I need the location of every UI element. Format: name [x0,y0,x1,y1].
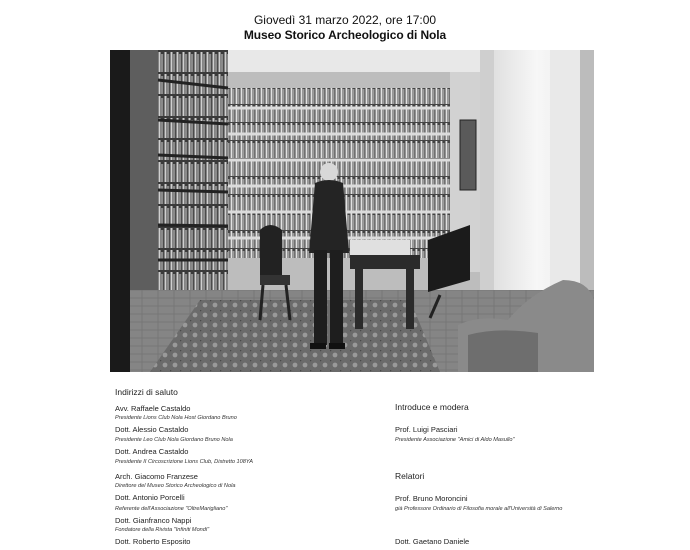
speaker-role: già Professore Ordinario di Filosofia morale all'Università di Salerno [395,506,563,512]
event-photo [110,50,594,372]
greetings-title: Indirizzi di saluto [115,387,178,397]
greeting-name: Dott. Gianfranco Nappi [115,516,192,525]
moderator-role: Presidente Associazione "Amici di Aldo Masullo" [395,437,515,443]
greeting-role: Presidente II Circoscrizione Lions Club, Distretto 108YA [115,459,254,465]
greeting-name: Dott. Andrea Castaldo [115,447,189,456]
greeting-role: Direttore del Museo Storico Archeologico di Nola [115,483,236,489]
greeting-name: Dott. Roberto Esposito [115,537,191,546]
greeting-name: Avv. Raffaele Castaldo [115,404,191,413]
greeting-role: Fondatore della Rivista "Infiniti Mondi" [115,527,210,533]
greeting-role: Referente dell'Associazione "OltreMarigliano" [115,506,228,512]
event-date: Giovedì 31 marzo 2022, ore 17:00 [253,13,437,27]
speaker-name: Dott. Gaetano Daniele [395,537,470,546]
greeting-name: Dott. Alessio Castaldo [115,425,189,434]
greeting-role: Presidente Lions Club Nola Host Giordano Bruno [115,415,237,421]
library-photo [110,50,594,372]
moderator-name: Prof. Luigi Pasciari [395,425,458,434]
speaker-name: Prof. Bruno Moroncini [395,494,468,503]
event-venue: Museo Storico Archeologico di Nola [243,28,447,42]
greeting-name: Arch. Giacomo Franzese [115,472,198,481]
speakers-title: Relatori [395,471,425,481]
greeting-role: Presidente Leo Club Nola Giordano Bruno Nola [115,437,233,443]
moderation-title: Introduce e modera [395,402,469,412]
greeting-name: Dott. Antonio Porcelli [115,493,185,502]
